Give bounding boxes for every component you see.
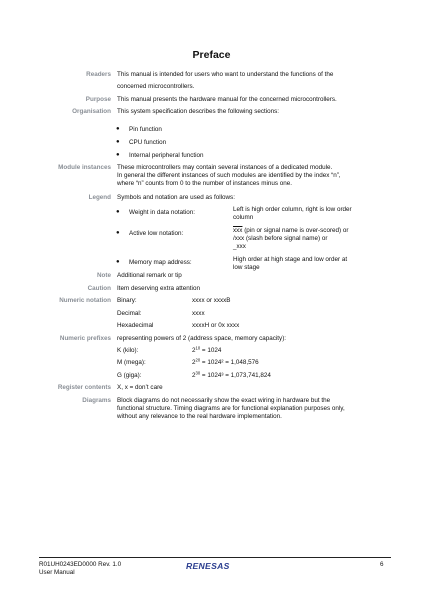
prefix-exponent: 30	[195, 370, 201, 376]
page-number: 6	[380, 561, 384, 568]
organisation-item: Internal peripheral function	[129, 152, 204, 159]
note-text: Additional remark or tip	[117, 272, 182, 279]
diagrams-line3: without any relevance to the real hardware implementation.	[117, 413, 282, 420]
notation-name: Decimal:	[117, 310, 142, 317]
organisation-item: Pin function	[129, 126, 162, 133]
module-instances-label: Module instances	[58, 164, 111, 171]
prefix-base: 2	[192, 347, 196, 354]
bullet-icon: ●	[116, 126, 120, 132]
numeric-notation-label: Numeric notation	[59, 297, 111, 304]
legend-item-name: Active low notation:	[129, 230, 184, 237]
legend-text: Symbols and notation are used as follows:	[117, 194, 235, 201]
prefix-rest: = 1024	[200, 347, 222, 354]
legend-item-desc: Left is high order column, right is low order	[233, 206, 352, 213]
bullet-icon: ●	[116, 152, 120, 158]
numeric-prefixes-text: representing powers of 2 (address space, memory capacity):	[117, 335, 287, 342]
bullet-icon: ●	[116, 259, 120, 265]
legend-item-desc: /xxx (slash before signal name) or	[233, 235, 328, 242]
caution-label: Caution	[87, 285, 111, 292]
legend-item-desc: low stage	[233, 264, 260, 271]
numeric-prefixes-label: Numeric prefixes	[59, 335, 111, 342]
footer-doc-type: User Manual	[39, 569, 75, 576]
footer-doc-number: R01UH0243ED0000 Rev. 1.0	[39, 561, 122, 568]
notation-value: xxxx or xxxxB	[192, 297, 231, 304]
legend-item-name: Memory map address:	[129, 259, 192, 266]
module-instances-line2: In general the different instances of such modules are identified by the index “n”,	[117, 172, 341, 179]
prefix-rest: = 1024³ = 1,073,741,824	[200, 372, 271, 379]
organisation-item: CPU function	[129, 139, 167, 146]
overlined-signal: $\overline{xxx}$	[233, 227, 243, 234]
readers-text-line2: concerned microcontrollers.	[117, 83, 195, 90]
footer-divider	[39, 557, 391, 558]
bullet-icon: ●	[116, 230, 120, 236]
prefix-base: 2	[192, 359, 196, 366]
readers-text-line1: This manual is intended for users who want to understand the functions of the	[117, 71, 334, 78]
purpose-text: This manual presents the hardware manual for the concerned microcontrollers.	[117, 96, 337, 103]
diagrams-line1: Block diagrams do not necessarily show the exact wiring in hardware but the	[117, 397, 331, 404]
legend-item-desc: column	[233, 214, 254, 221]
readers-label: Readers	[86, 71, 111, 78]
renesas-logo: RENESAS	[186, 561, 230, 571]
prefix-exponent: 10	[195, 345, 201, 351]
prefix-value	[192, 358, 259, 367]
prefix-base: 2	[192, 372, 196, 379]
prefix-value	[192, 371, 271, 380]
diagrams-label: Diagrams	[82, 397, 111, 404]
notation-value: xxxxH or 0x xxxx	[192, 322, 240, 329]
note-label: Note	[97, 272, 111, 279]
diagrams-line2: functional structure. Timing diagrams are for functional explanation purposes only,	[117, 405, 345, 412]
caution-text: Item deserving extra attention	[117, 285, 200, 292]
bullet-icon: ●	[116, 139, 120, 145]
register-contents-text: X, x = don’t care	[117, 384, 163, 391]
notation-name: Binary:	[117, 297, 137, 304]
prefix-name: G (giga):	[117, 372, 142, 379]
legend-item-desc: High order at high stage and low order at	[233, 256, 348, 263]
legend-item-name: Weight in data notation:	[129, 209, 196, 216]
bullet-icon: ●	[116, 209, 120, 215]
notation-name: Hexadecimal	[117, 322, 154, 329]
prefix-rest: = 1024² = 1,048,576	[200, 359, 259, 366]
module-instances-line3: where “n” counts from 0 to the number of instances minus one.	[117, 180, 292, 187]
prefix-name: K (kilo):	[117, 347, 139, 354]
purpose-label: Purpose	[85, 96, 111, 103]
prefix-exponent: 20	[195, 357, 201, 363]
notation-value: xxxx	[192, 310, 205, 317]
page-title: Preface	[192, 49, 231, 61]
organisation-text: This system specification describes the following sections:	[117, 108, 280, 115]
prefix-name: M (mega):	[117, 359, 146, 366]
organisation-label: Organisation	[72, 108, 111, 115]
prefix-value	[192, 346, 221, 355]
legend-item-desc: _xxx	[233, 243, 246, 250]
module-instances-line1: These microcontrollers may contain several instances of a dedicated module.	[117, 164, 333, 171]
legend-label: Legend	[88, 194, 111, 201]
register-contents-label: Register contents	[57, 384, 111, 391]
legend-item-desc-rest: (pin or signal name is over-scored) or	[242, 227, 349, 234]
